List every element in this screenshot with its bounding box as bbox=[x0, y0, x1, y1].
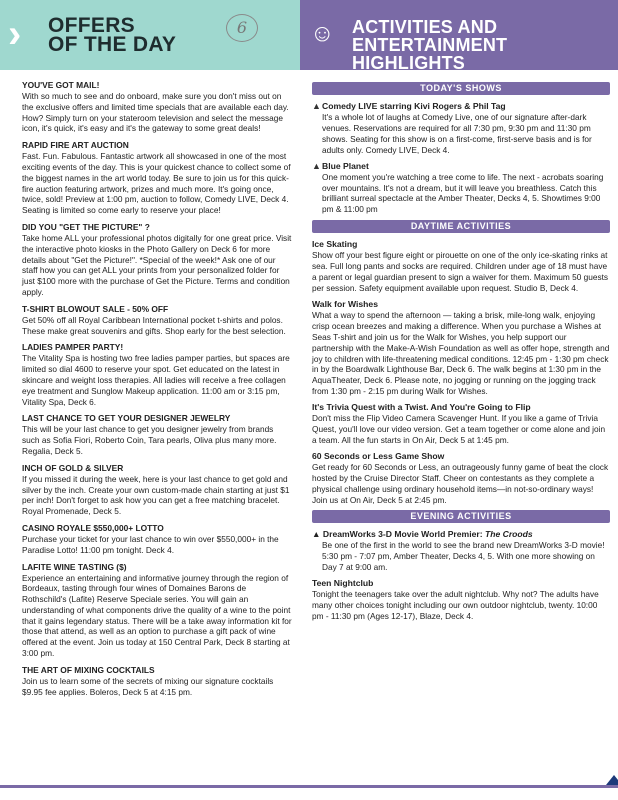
activity-body: Show off your best figure eight or pirouette on one of the only ice-skating rinks at sea. Full long pants and socks are required. Children under age of 18 must have a parent or legal guardian present to sign a waiver for them. Maximum 50 guests per session. Safety equipment available upon request. Studio B, Deck 4. bbox=[312, 250, 609, 293]
offer-heading: INCH OF GOLD & SILVER bbox=[22, 462, 124, 473]
offer-heading: CASINO ROYALE $550,000+ LOTTO bbox=[22, 522, 164, 533]
evening-heading-title: The Croods bbox=[484, 529, 533, 540]
activity-body: Get ready for 60 Seconds or Less, an outrageously funny game of beat the clock hosted by the Cruise Director Staff. Cheer on contestants as they complete a physical challenge using ordinary household items—in not-so-ordinary ways! Join us at On Air, Deck 5 at 2:45 pm. bbox=[312, 461, 609, 505]
offer-body: Take home ALL your professional photos digitally for one great price. Visit the interactive photo kiosks in the Photo Gallery on Deck 6 for more details about "Get the Picture!". *Special of the week!* Ask one of our staff how you can get ALL your prints from your personalized folder for just $100 more with the purchase of Get the Picture. Terms and condition apply. bbox=[22, 232, 292, 297]
offer-body: Experience an entertaining and informative journey through the region of Bordeaux, tasting through four wines of Domaines Barons de Rothschild's (Lafite) Reserve Speciale series. You will gain an understanding of what components drive the quality of a wine to the point that it gains legendary status. There will be a take away information kit for those that attend, as well as an option to purchase a gift pack of wine offered at the event. Join us today at 150 Central Park, Deck 8 starting at 3:00 pm. bbox=[22, 572, 292, 659]
offer-item bbox=[22, 140, 292, 216]
offer-heading: DID YOU "GET THE PICTURE" ? bbox=[22, 221, 150, 232]
show-body: It's a whole lot of laughs at Comedy Live, one of our signature after-dark venues. Reservations are required for all 7:30 pm, 9:30 pm and 11:30 pm shows. Seating for this show is on a first-come, first-serve basis and is for adults only. Comedy LIVE, Deck 4. bbox=[322, 112, 592, 155]
masks-icon: ▲ bbox=[312, 160, 321, 171]
evening-heading-prefix: DreamWorks 3-D Movie World Premier: bbox=[322, 529, 485, 540]
offer-heading: LADIES PAMPER PARTY! bbox=[22, 342, 124, 353]
offers-header bbox=[0, 0, 300, 70]
corner-triangle-icon bbox=[606, 775, 618, 785]
offers-title-line1: OFFERS bbox=[48, 14, 135, 37]
activities-column bbox=[312, 80, 610, 627]
offer-item bbox=[22, 80, 292, 134]
activity-heading: Ice Skating bbox=[312, 239, 358, 250]
offer-heading: LAST CHANCE TO GET YOUR DESIGNER JEWELRY bbox=[22, 413, 231, 424]
offer-body: Get 50% off all Royal Caribbean International pocket t-shirts and polos. These make great souvenirs and gifts. Shop early for the best selection. bbox=[22, 314, 286, 336]
offer-body: If you missed it during the week, here is your last chance to get gold and silver by the inch. Create your own custom-made chain starting at just $1 per inch! Don't forget to ask how you can get a free matching bracelet. Royal Promenade, Deck 5. bbox=[22, 473, 290, 517]
activity-item bbox=[312, 451, 610, 506]
offer-item bbox=[22, 665, 292, 698]
show-title: Comedy LIVE starring Kivi Rogers & Phil Tag bbox=[322, 101, 506, 111]
offer-heading: RAPID FIRE ART AUCTION bbox=[22, 140, 129, 151]
evening-body: Tonight the teenagers take over the adult nightclub. Why not? The adults have many other choices tonight including our own outdoor nightclub, twenty. 10:00 pm - 11:30 pm (Ages 12-17), Blaze, Deck 4. bbox=[312, 589, 599, 621]
offer-heading: LAFITE WINE TASTING ($) bbox=[22, 561, 127, 572]
evening-body: Be one of the first in the world to see the brand new DreamWorks 3-D movie! 5:30 pm - 7:07 pm, Amber Theater, Decks 4, 5. With one more showing on Day 7 at 9:00 am. bbox=[322, 540, 605, 573]
offer-item bbox=[22, 222, 292, 298]
offer-body: Fast. Fun. Fabulous. Fantastic artwork all showcased in one of the most exciting events of the day. This is your quickest chance to collect some of the biggest names in the art world today. Be sure to join us for this quick-fire auction featuring artwork, prizes and much more. It's going once, twice, sold! Preview at 1:00 pm, auction to follow, Comedy LIVE, Deck 4. Seating is limited so come early to reserve your place! bbox=[22, 151, 291, 216]
activities-title bbox=[352, 18, 618, 72]
chevron-right-icon: › bbox=[8, 12, 22, 56]
offer-body: With so much to see and do onboard, make sure you don't miss out on the exclusive offers and limited time specials that are available each day. How? Simply turn on your stateroom television and select the message icon, it's quick, it's easy and it's the gateway to some great deals! bbox=[22, 91, 289, 134]
offer-heading: T-SHIRT BLOWOUT SALE - 50% OFF bbox=[22, 303, 169, 314]
offers-title bbox=[48, 16, 176, 54]
bottom-divider bbox=[0, 785, 618, 788]
evening-item bbox=[312, 578, 610, 622]
offer-item bbox=[22, 523, 292, 556]
activity-item bbox=[312, 402, 610, 446]
offer-item bbox=[22, 562, 292, 659]
offer-body: This will be your last chance to get you designer jewelry from brands such as Sofia Fiori, Roberto Coin, Tara pearls, Oliva plus many more. Regalia, Deck 5. bbox=[22, 424, 277, 456]
activity-heading: It's Trivia Quest with a Twist. And You're Going to Flip bbox=[312, 402, 531, 413]
show-title: Blue Planet bbox=[322, 160, 369, 171]
activity-heading: Walk for Wishes bbox=[312, 298, 378, 309]
offer-body: Join us to learn some of the secrets of mixing our signature cocktails $9.95 fee applies. Boleros, Deck 5 at 4:15 pm. bbox=[22, 675, 274, 697]
offer-heading: THE ART OF MIXING COCKTAILS bbox=[22, 664, 155, 675]
offer-item bbox=[22, 463, 292, 517]
evening-heading: Teen Nightclub bbox=[312, 578, 374, 589]
activities-title-line1: ACTIVITIES AND bbox=[352, 17, 498, 37]
todays-shows-bar: TODAY'S SHOWS bbox=[312, 82, 610, 95]
show-heading bbox=[312, 161, 610, 172]
daytime-activities-bar: DAYTIME ACTIVITIES bbox=[312, 220, 610, 233]
masks-icon: ▲ bbox=[312, 529, 323, 540]
activity-heading: 60 Seconds or Less Game Show bbox=[312, 450, 445, 461]
offers-column bbox=[22, 80, 292, 703]
activity-body: What a way to spend the afternoon — taking a brisk, mile-long walk, enjoying crisp ocean breezes and making a difference. When you purchase a Wishes at Seas T-shirt and join us for the Walk for Wishes, you help support our partnership with the Make-A-Wish Foundation as well as offer hope, strength and joy to children with life-threatening medical conditions. 12:45 pm - 1:30 pm check in by the Boardwalk Lighthouse Bar, Deck 6. The walk begins at 1:30 pm in the AquaTheater, Deck 6. Please note, no jogging or running on the jogging track from 1:30 pm - 2:15 pm during Walk for Wishes. bbox=[312, 309, 610, 397]
offers-title-line2: OF THE DAY bbox=[48, 33, 177, 56]
offer-item bbox=[22, 413, 292, 456]
show-item bbox=[312, 161, 610, 216]
offer-item bbox=[22, 304, 292, 337]
evening-heading bbox=[312, 529, 610, 540]
offer-item bbox=[22, 342, 292, 407]
activities-header bbox=[300, 0, 618, 73]
show-heading bbox=[312, 101, 610, 112]
offer-heading: YOU'VE GOT MAIL! bbox=[22, 80, 100, 90]
theater-masks-icon: ☺ bbox=[310, 20, 335, 47]
page-number-mark: 6 bbox=[226, 14, 258, 42]
show-body: One moment you're watching a tree come to life. The next - acrobats soaring over mountains. It's not a dream, but it will leave you breathless. Catch this brilliant surreal spectacle at the Amber Theater, Decks 4, 5. Showtimes 9:00 pm & 11:00 pm bbox=[322, 171, 604, 215]
show-item bbox=[312, 101, 610, 156]
evening-activities-bar: EVENING ACTIVITIES bbox=[312, 510, 610, 523]
evening-item bbox=[312, 529, 610, 573]
offer-body: The Vitality Spa is hosting two free ladies pamper parties, but spaces are limited so dial 4600 to reserve your spot. Get educated on the latest in skincare and weight loss therapies. All ladies will receive a free collagen eye treatment and Sunglow Makeup application. 11:00 am or 3:15 pm, Vitality Spa, Deck 6. bbox=[22, 353, 290, 407]
activity-item bbox=[312, 299, 610, 397]
masks-icon: ▲ bbox=[312, 101, 321, 111]
activity-item bbox=[312, 239, 610, 294]
activities-title-line2: ENTERTAINMENT HIGHLIGHTS bbox=[352, 35, 508, 73]
offer-body: Purchase your ticket for your last chance to win over $550,000+ in the Paradise Lotto! 11:00 pm tonight. Deck 4. bbox=[22, 533, 279, 555]
activity-body: Don't miss the Flip Video Camera Scavenger Hunt. If you like a game of Trivia Quest, you'll love our video version. Get a team together or come alone and join a team. All the fun starts in On Air, Deck 5 at 1:45 pm. bbox=[312, 413, 606, 445]
